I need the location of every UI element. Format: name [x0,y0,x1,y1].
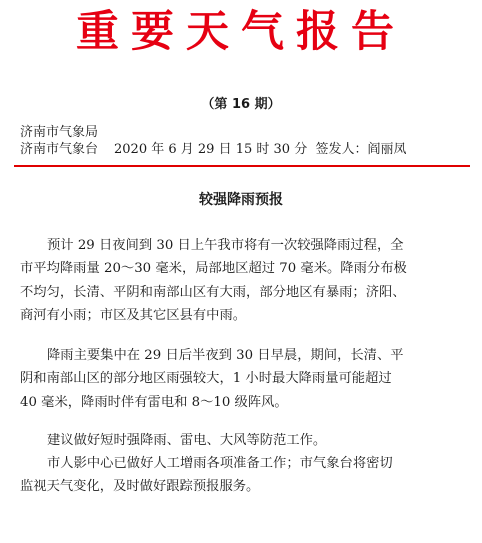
header-divider [14,165,470,167]
meta-line [20,141,406,158]
paragraph-line: 降雨主要集中在 29 日后半夜到 30 日早晨，期间，长清、平 [47,348,404,363]
paragraph-line: 市平均降雨量 20～30 毫米，局部地区超过 70 毫米。降雨分布极 [20,261,407,277]
paragraph-line: 监视天气变化，及时做好跟踪预报服务。 [20,479,260,495]
issue-datetime: 2020 年 6 月 29 日 15 时 30 分 [114,142,308,157]
paragraph-preparation [20,452,472,499]
paragraph-line: 预计 29 日夜间到 30 日上午我市将有一次较强降雨过程，全 [47,238,404,253]
paragraph-line: 不均匀，长清、平阴和南部山区有大雨，部分地区有暴雨；济阳、 [20,284,406,300]
issue-number: （第 16 期） [201,97,281,112]
paragraph-line: 商河有小雨；市区及其它区县有中雨。 [20,308,247,324]
paragraph-forecast [20,234,472,328]
paragraph-line: 市人影中心已做好人工增雨各项准备工作；市气象台将密切 [47,456,393,471]
forecast-heading: 较强降雨预报 [199,192,283,208]
paragraph-advice [20,429,472,452]
paragraph-line: 40 毫米，降雨时伴有雷电和 8～10 级阵风。 [20,394,288,410]
paragraph-line: 建议做好短时强降雨、雷电、大风等防范工作。 [47,433,327,448]
observatory-name: 济南市气象台 [20,142,99,157]
paragraph-line: 阴和南部山区的部分地区雨强较大，1 小时最大降雨量可能超过 [20,371,392,387]
signer: 签发人：阎丽凤 [315,142,407,157]
bureau-name: 济南市气象局 [20,125,99,140]
report-title: 重要天气报告 [76,7,406,57]
paragraph-timing [20,344,472,414]
